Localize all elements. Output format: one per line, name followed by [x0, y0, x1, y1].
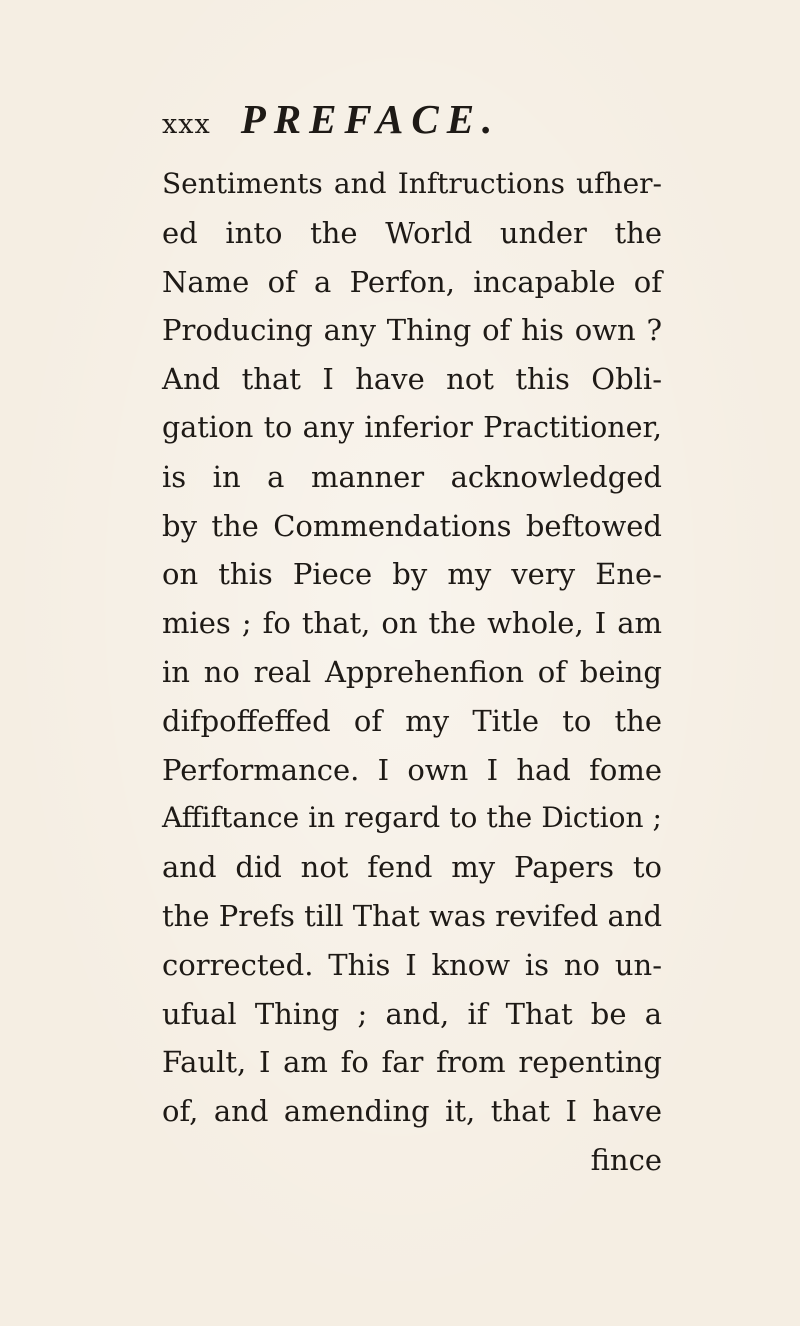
text-line: on this Piece by my very Ene-: [162, 557, 662, 592]
page-number: xxx: [162, 109, 211, 140]
text-line: gation to any inferior Practitioner,: [162, 410, 662, 444]
text-line: in no real Apprehenfion of being: [162, 654, 662, 689]
text-line: Affiftance in regard to the Diction ;: [162, 801, 662, 835]
catchword: fince: [590, 1142, 662, 1177]
text-line: ed into the World under the: [162, 215, 662, 250]
text-line: ufual Thing ; and, if That be a: [162, 996, 662, 1031]
text-line: and did not fend my Papers to: [162, 850, 662, 885]
text-line: is in a manner acknowledged: [162, 459, 662, 494]
text-line: Sentiments and Inftructions ufher-: [162, 167, 662, 200]
text-line: Performance. I own I had fome: [162, 752, 662, 787]
text-line: corrected. This I know is no un-: [162, 947, 662, 982]
text-line: difpoffeffed of my Title to the: [162, 703, 662, 738]
running-title: PREFACE.: [240, 96, 501, 142]
text-line: mies ; fo that, on the whole, I am: [162, 606, 662, 641]
text-line: of, and amending it, that I have: [162, 1094, 662, 1129]
page-header: [162, 95, 500, 155]
text-line: Producing any Thing of his own ?: [162, 313, 662, 348]
text-line: Name of a Perfon, incapable of: [162, 264, 662, 299]
text-line: by the Commendations beftowed: [162, 508, 662, 543]
body-text: [162, 160, 662, 1185]
text-line: Fault, I am fo far from repenting: [162, 1045, 662, 1080]
text-line: And that I have not this Obli-: [162, 362, 662, 397]
text-line: the Prefs till That was revifed and: [162, 898, 663, 933]
